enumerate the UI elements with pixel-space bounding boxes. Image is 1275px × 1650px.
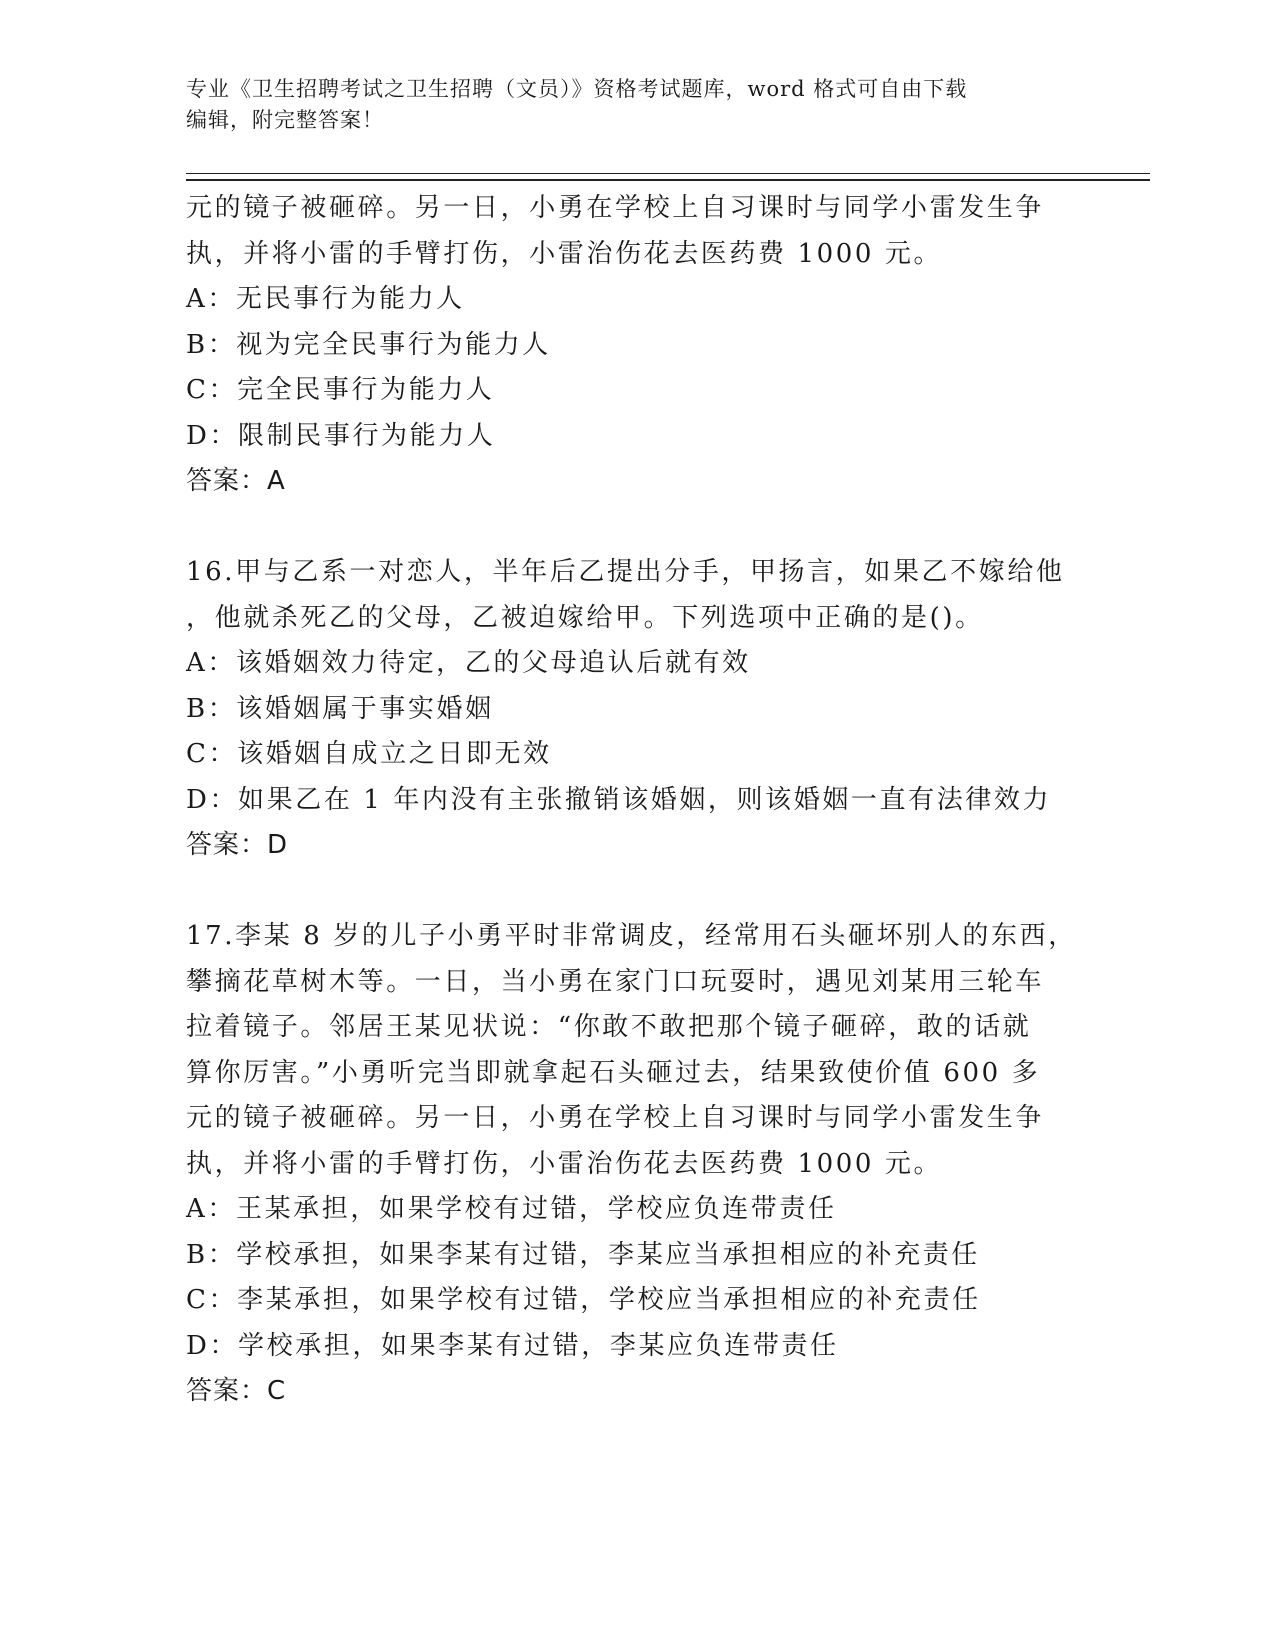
option-b: B：该婚姻属于事实婚姻 (186, 693, 494, 724)
question-text-line: 17.李某 8 岁的儿子小勇平时非常调皮，经常用石头砸坏别人的东西， (186, 921, 1077, 951)
option-c: C：该婚姻自成立之日即无效 (186, 739, 552, 769)
option-c: C：完全民事行为能力人 (186, 375, 495, 405)
header-rule-thin (186, 173, 1150, 174)
option-b: B：视为完全民事行为能力人 (186, 329, 551, 360)
option-a: A：该婚姻效力待定，乙的父母追认后就有效 (186, 648, 751, 678)
option-a: A：无民事行为能力人 (186, 284, 465, 314)
answer-line: 答案：D (186, 830, 289, 860)
spacer (186, 505, 1106, 551)
question-17 (186, 914, 1106, 1415)
option-d: D：如果乙在 1 年内没有主张撤销该婚姻，则该婚姻一直有法律效力 (186, 784, 1052, 815)
option-b: B：学校承担，如果李某有过错，李某应当承担相应的补充责任 (186, 1239, 980, 1270)
document-body (186, 186, 1106, 1415)
option-d: D：学校承担，如果李某有过错，李某应负连带责任 (186, 1330, 839, 1361)
question-text-line: 拉着镜子。邻居王某见状说：“你敢不敢把那个镜子砸碎，敢的话就 (186, 1012, 1032, 1042)
question-text-line: 攀摘花草树木等。一日，当小勇在家门口玩耍时，遇见刘某用三轮车 (186, 966, 1045, 997)
option-c: C：李某承担，如果学校有过错，学校应当承担相应的补充责任 (186, 1285, 981, 1315)
question-text-line: 16.甲与乙系一对恋人，半年后乙提出分手，甲扬言，如果乙不嫁给他 (186, 557, 1065, 587)
header-rule-thick (186, 179, 1150, 181)
question-text-line: 元的镜子被砸碎。另一日，小勇在学校上自习课时与同学小雷发生争 (186, 193, 1045, 223)
question-text-line: 算你厉害。”小勇听完当即就拿起石头砸过去，结果致使价值 600 多 (186, 1057, 1041, 1088)
question-16 (186, 550, 1106, 869)
header-line-2: 编辑，附完整答案！ (186, 108, 384, 132)
question-continued (186, 186, 1106, 505)
question-text-line: 执，并将小雷的手臂打伤，小雷治伤花去医药费 1000 元。 (186, 238, 943, 269)
option-d: D：限制民事行为能力人 (186, 420, 496, 451)
spacer (186, 869, 1106, 915)
answer-line: 答案：A (186, 466, 286, 496)
question-text-line: 执，并将小雷的手臂打伤，小雷治伤花去医药费 1000 元。 (186, 1148, 943, 1179)
document-header (186, 74, 1086, 136)
option-a: A：王某承担，如果学校有过错，学校应负连带责任 (186, 1194, 837, 1224)
header-line-1: 专业《卫生招聘考试之卫生招聘（文员）》资格考试题库，word 格式可自由下载 (186, 77, 968, 101)
question-text-line: 元的镜子被砸碎。另一日，小勇在学校上自习课时与同学小雷发生争 (186, 1103, 1045, 1133)
answer-line: 答案：C (186, 1376, 287, 1406)
question-text-line: ，他就杀死乙的父母，乙被迫嫁给甲。下列选项中正确的是()。 (186, 602, 984, 633)
